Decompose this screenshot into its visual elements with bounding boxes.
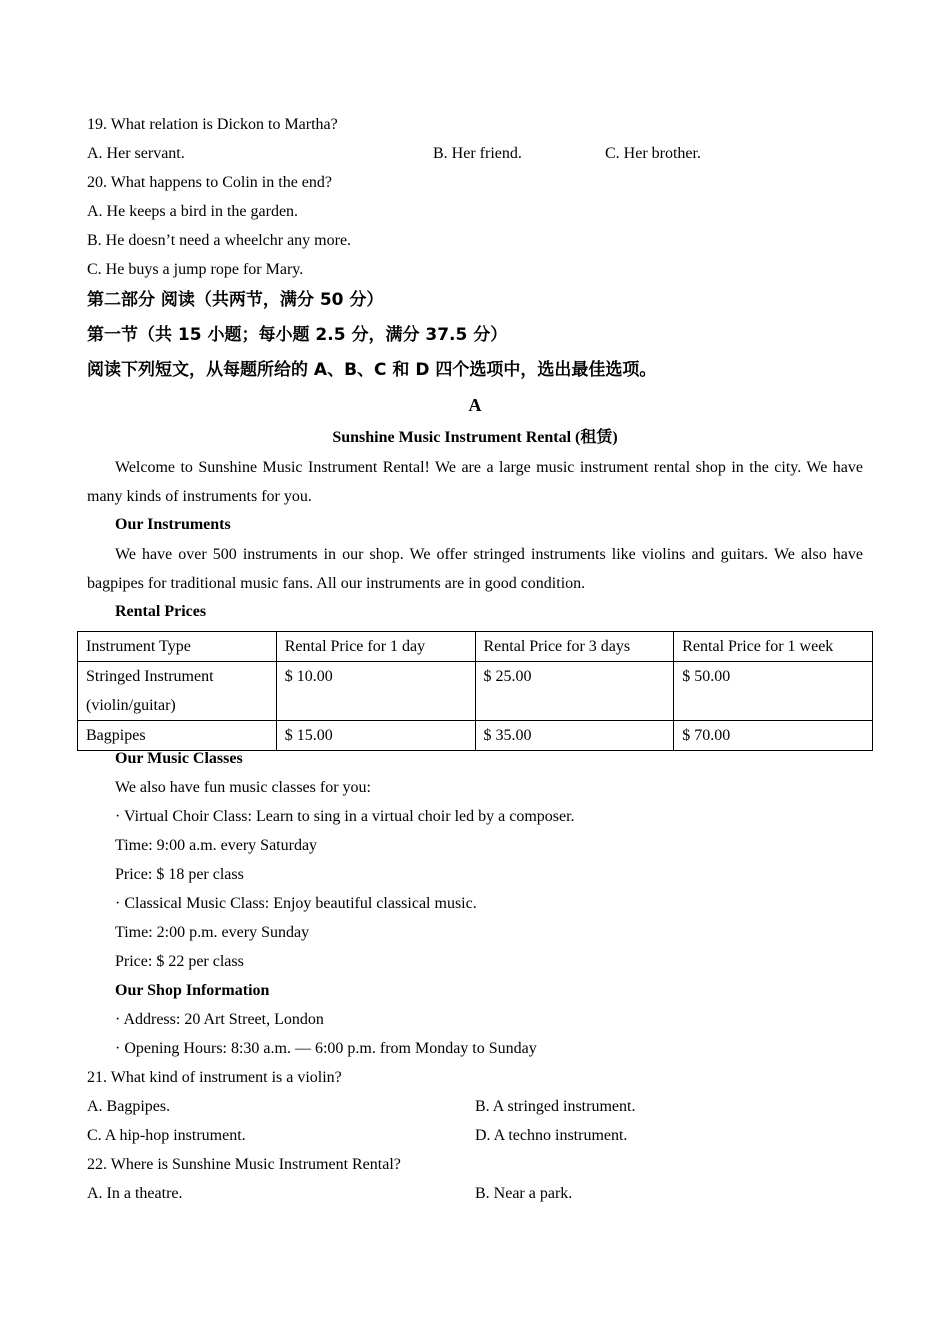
question-19: 19. What relation is Dickon to Martha? [87, 116, 338, 133]
instruction: 阅读下列短文，从每题所给的 A、B、C 和 D 四个选项中，选出最佳选项。 [87, 360, 657, 380]
option-a: A. Bagpipes. [87, 1098, 171, 1115]
option-a: A. He keeps a bird in the garden. [87, 203, 299, 220]
class1-description: · Virtual Choir Class: Learn to sing in a virtual choir led by a composer. [115, 808, 575, 825]
table-cell: $ 15.00 [276, 721, 475, 751]
option-b: B. Her friend. [433, 145, 522, 162]
table-cell: Bagpipes [78, 721, 277, 751]
shop-heading: Our Shop Information [115, 982, 270, 999]
option-c: C. He buys a jump rope for Mary. [87, 261, 304, 278]
option-a: A. Her servant. [87, 145, 185, 162]
table-header-cell: Rental Price for 1 week [674, 632, 873, 662]
class2-price: Price: $ 22 per class [115, 953, 244, 970]
shop-hours: · Opening Hours: 8:30 a.m. — 6:00 p.m. from Monday to Sunday [115, 1040, 537, 1057]
passage-title: Sunshine Music Instrument Rental (租赁) [332, 429, 618, 446]
table-header-cell: Rental Price for 3 days [475, 632, 674, 662]
option-b: B. A stringed instrument. [475, 1098, 636, 1115]
table-cell: $ 35.00 [475, 721, 674, 751]
table-header-cell: Rental Price for 1 day [276, 632, 475, 662]
part-title: 第二部分 阅读（共两节，满分 50 分） [87, 290, 384, 310]
table-header-row [78, 632, 873, 662]
class2-description: · Classical Music Class: Enjoy beautiful classical music. [115, 895, 477, 912]
intro-text: Welcome to Sunshine Music Instrument Rental! We are a large music instrument rental shop in the city. We have many kinds of instruments for you. [87, 459, 863, 505]
instruments-heading: Our Instruments [115, 516, 231, 533]
option-c: C. A hip-hop instrument. [87, 1127, 246, 1144]
rental-price-table [77, 631, 873, 751]
option-b: B. He doesn’t need a wheelchr any more. [87, 232, 352, 249]
classes-heading: Our Music Classes [115, 750, 243, 767]
table-cell: $ 25.00 [475, 662, 674, 721]
class2-time: Time: 2:00 p.m. every Sunday [115, 924, 310, 941]
table-row [78, 721, 873, 751]
classes-intro: We also have fun music classes for you: [115, 779, 371, 796]
option-b: B. Near a park. [475, 1185, 573, 1202]
question-22: 22. Where is Sunshine Music Instrument Rental? [87, 1156, 401, 1173]
option-a: A. In a theatre. [87, 1185, 183, 1202]
table-cell: $ 10.00 [276, 662, 475, 721]
question-20: 20. What happens to Colin in the end? [87, 174, 332, 191]
table-header-cell: Instrument Type [78, 632, 277, 662]
option-c: C. Her brother. [605, 145, 701, 162]
table-cell: Stringed Instrument (violin/guitar) [78, 662, 277, 721]
passage-letter: A [468, 395, 482, 415]
intro-paragraph [87, 453, 863, 511]
class1-time: Time: 9:00 a.m. every Saturday [115, 837, 318, 854]
shop-address: · Address: 20 Art Street, London [115, 1011, 324, 1028]
option-d: D. A techno instrument. [475, 1127, 628, 1144]
question-19-options [87, 144, 863, 164]
table-cell: $ 50.00 [674, 662, 873, 721]
prices-heading: Rental Prices [115, 603, 207, 620]
section-title: 第一节（共 15 小题；每小题 2.5 分，满分 37.5 分） [87, 325, 508, 345]
table-cell: $ 70.00 [674, 721, 873, 751]
instruments-paragraph [87, 540, 863, 598]
instruments-text: We have over 500 instruments in our shop. We offer stringed instruments like violins and guitars. We also have bagpipes for traditional music fans. All our instruments are in good condition. [87, 546, 863, 592]
question-21: 21. What kind of instrument is a violin? [87, 1069, 342, 1086]
table-row [78, 662, 873, 721]
class1-price: Price: $ 18 per class [115, 866, 244, 883]
